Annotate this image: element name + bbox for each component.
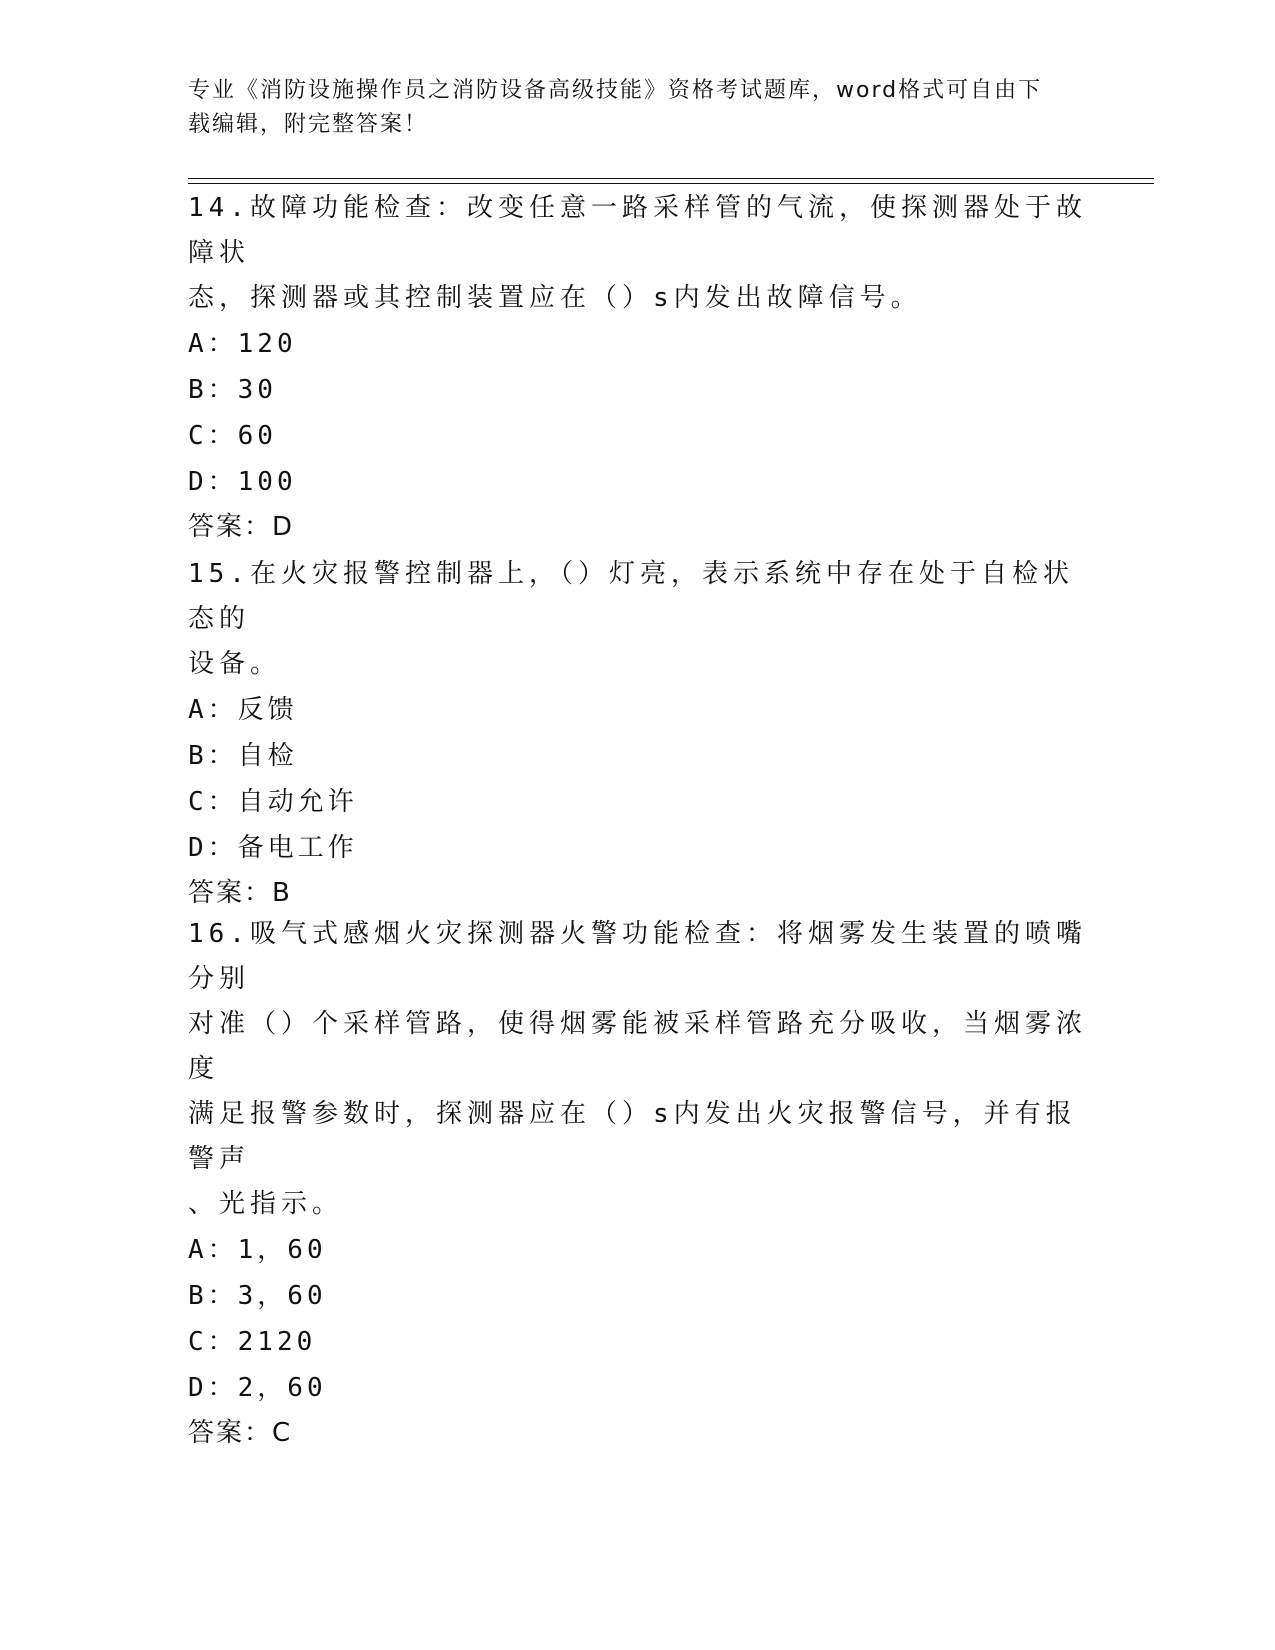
answer: 答案：B [188, 878, 292, 908]
question-15 [188, 552, 1088, 915]
option-d: D：100 [188, 467, 297, 497]
option-b: B：30 [188, 375, 277, 405]
header-divider-bottom [188, 183, 1154, 184]
option-d: D：备电工作 [188, 833, 358, 863]
question-stem-line: 、光指示。 [188, 1189, 344, 1219]
option-a: A：120 [188, 329, 297, 359]
option-a: A：1，60 [188, 1235, 327, 1265]
header-divider-top [188, 178, 1154, 179]
option-b: B：自检 [188, 741, 298, 771]
option-c: C：2120 [188, 1327, 317, 1357]
option-c: C：60 [188, 421, 277, 451]
question-stem-line: 16.吸气式感烟火灾探测器火警功能检查：将烟雾发生装置的喷嘴分别 [188, 919, 1087, 994]
header-line-2: 载编辑，附完整答案！ [188, 112, 429, 137]
question-stem-line: 满足报警参数时，探测器应在（）s内发出火灾报警信号，并有报警声 [188, 1099, 1077, 1174]
document-header [188, 74, 1068, 142]
question-stem-line: 态，探测器或其控制装置应在（）s内发出故障信号。 [188, 283, 922, 313]
question-14 [188, 186, 1088, 549]
option-a: A：反馈 [188, 695, 298, 725]
option-d: D：2，60 [188, 1373, 327, 1403]
answer: 答案：C [188, 1418, 293, 1448]
option-b: B：3，60 [188, 1281, 327, 1311]
question-stem-line: 14.故障功能检查：改变任意一路采样管的气流，使探测器处于故障状 [188, 193, 1087, 268]
answer: 答案：D [188, 512, 295, 542]
header-line-1: 专业《消防设施操作员之消防设备高级技能》资格考试题库，word格式可自由下 [188, 78, 1043, 103]
question-stem-line: 15.在火灾报警控制器上，（）灯亮，表示系统中存在处于自检状态的 [188, 559, 1074, 634]
option-c: C：自动允许 [188, 787, 358, 817]
question-16 [188, 912, 1088, 1455]
question-stem-line: 对准（）个采样管路，使得烟雾能被采样管路充分吸收，当烟雾浓度 [188, 1009, 1088, 1084]
question-stem-line: 设备。 [188, 649, 282, 679]
